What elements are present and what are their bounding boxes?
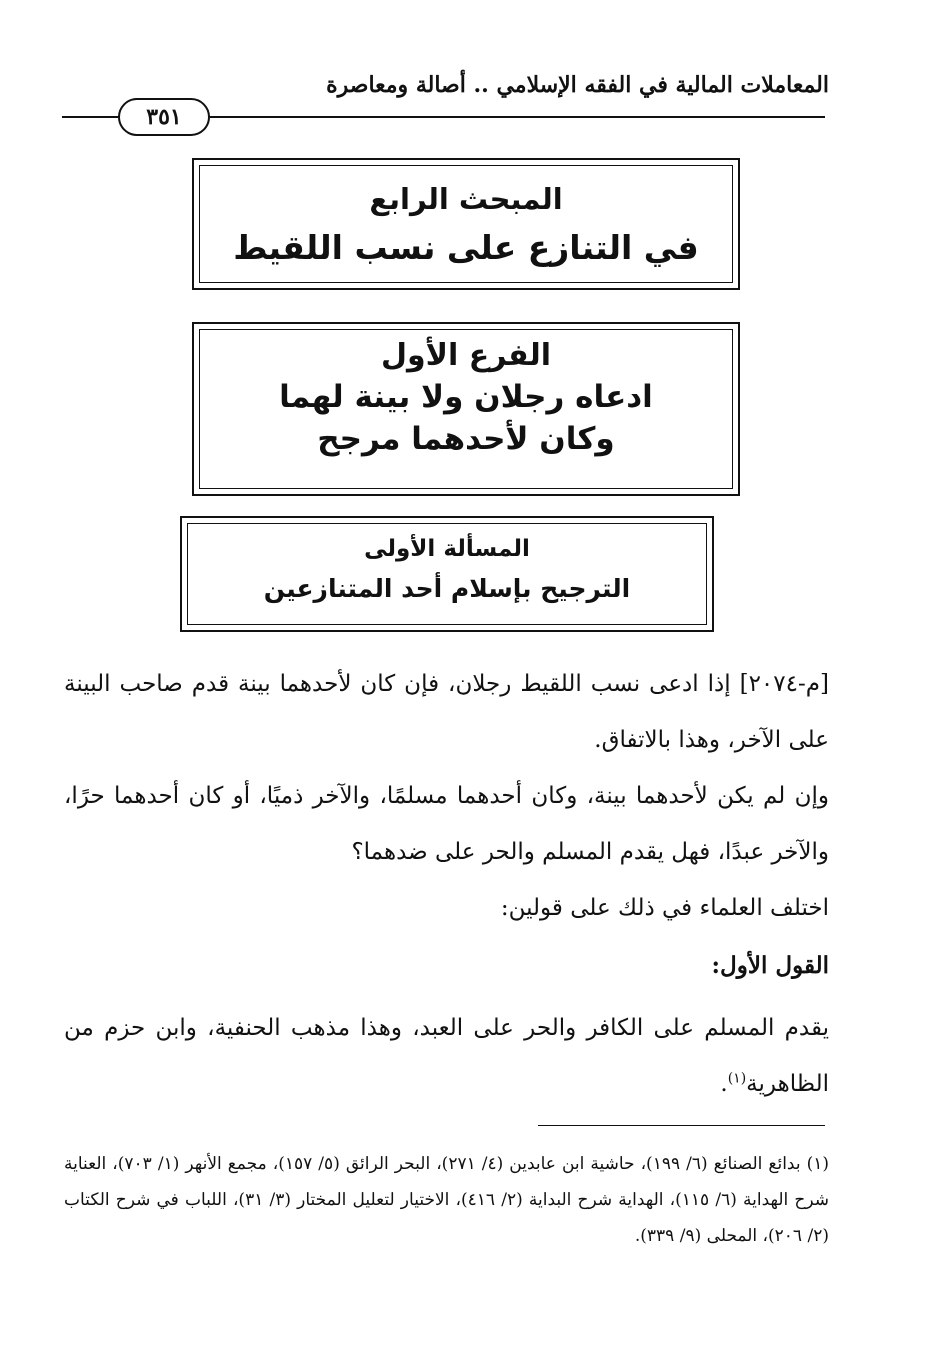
paragraph-5-end: . [720,1071,728,1097]
page-number: ٣٥١ [118,98,210,136]
footnote-1: (١) بدائع الصنائع (٦/ ١٩٩)، حاشية ابن عابدين (٤/ ٢٧١)، البحر الرائق (٥/ ١٥٧)، مجمع الأنهر (١/ ٧٠٣)، العناية شرح الهداية (٦/ ١١٥)، الهداية شرح البداية (٢/ ٤١٦)، الاختيار لتعليل المختار (٣/ ٣١)، اللباب في شرح الكتاب (٢/ ٢٠٦)، المحلى (٩/ ٣٣٩). [64,1154,830,1246]
issue-title: المسألة الأولى [364,536,530,562]
running-title: المعاملات المالية في الفقه الإسلامي .. أصالة ومعاصرة [326,72,829,98]
branch-title: الفرع الأول [380,338,552,373]
section-subtitle: في التنازع على نسب اللقيط [233,228,699,267]
branch-subtitle-1: ادعاه رجلان ولا بينة لهما [279,379,653,415]
issue-title-box [180,516,714,632]
paragraph-5-text: يقدم المسلم على الكافر والحر على العبد، وهذا مذهب الحنفية، وابن حزم من الظاهرية [64,1015,829,1097]
paragraph-1-text: إذا ادعى نسب اللقيط رجلان، فإن كان لأحدهما بينة قدم صاحب البينة على الآخر، وهذا بالاتفاق. [64,671,829,753]
paragraph-3: اختلف العلماء في ذلك على قولين: [500,895,829,921]
branch-title-box [192,322,740,496]
footnote-marker[interactable]: (١) [727,1070,747,1087]
section-title-box [192,158,740,290]
issue-subtitle: الترجيح بإسلام أحد المتنازعين [263,574,631,603]
footnote-rule [538,1125,825,1126]
branch-subtitle-2: وكان لأحدهما مرجح [317,421,615,457]
issue-reference: [م-٢٠٧٤] [739,671,829,697]
paragraph-5 [64,1000,829,1112]
first-opinion-heading: القول الأول: [711,952,829,979]
paragraph-1 [64,656,829,768]
section-title: المبحث الرابع [369,182,563,216]
paragraph-2: وإن لم يكن لأحدهما بينة، وكان أحدهما مسلمًا، والآخر ذميًا، أو كان أحدهما حرًا، والآخر عبدًا، فهل يقدم المسلم والحر على ضدهما؟ [64,783,829,865]
